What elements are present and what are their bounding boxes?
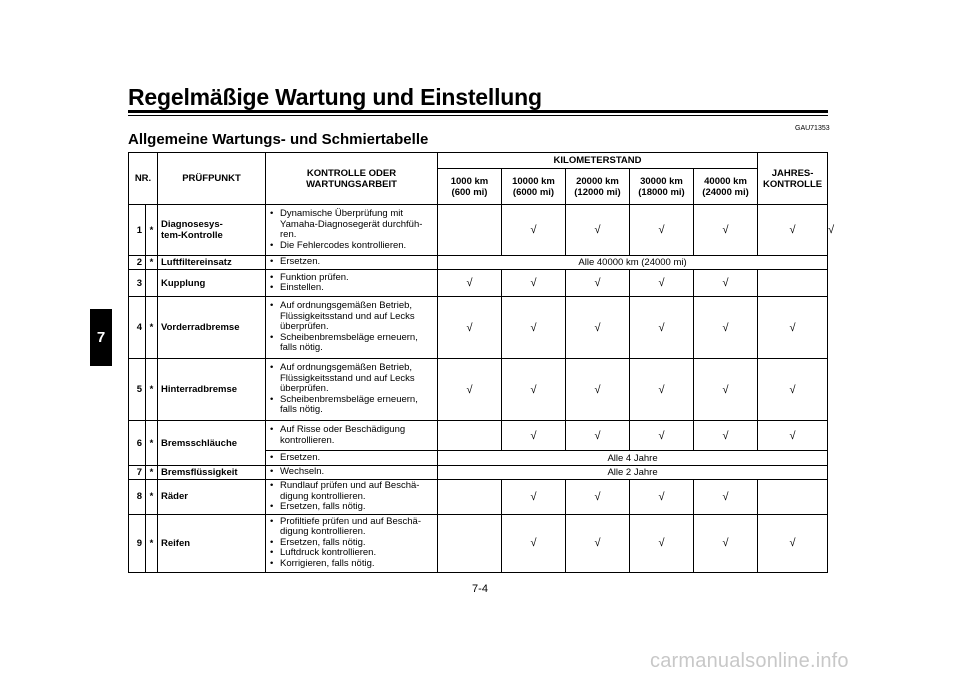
interval-text: Alle 4 Jahre [438,451,828,466]
bullet-item [269,241,434,252]
maintenance-table [128,152,835,573]
check-cell [502,270,566,297]
row-item: Kupplung [158,270,266,297]
check-mark: √ [658,383,665,396]
check-cell [566,205,630,256]
bullet-item [269,333,434,354]
check-mark: √ [722,224,729,236]
check-mark: √ [594,383,601,396]
watermark: carmanualsonline.info [650,650,849,672]
chapter-tab: 7 [90,309,112,366]
check-cell [438,205,502,256]
check-cell [758,297,828,359]
check-mark: √ [722,490,729,503]
bullet-text: Ersetzen, falls nötig. [280,536,366,548]
bullet-item [269,301,434,333]
bullet-item [269,395,434,416]
row-number: 2 [129,256,146,270]
action-cell [266,297,438,359]
check-cell [630,297,694,359]
action-cell [266,466,438,480]
check-cell [566,480,630,515]
check-cell [630,480,694,515]
table-row [129,256,828,270]
bullet-text: Einstellen. [280,282,324,293]
row-number: 6 [129,421,146,466]
header-km-40000: 40000 km (24000 mi) [694,169,758,205]
check-mark: √ [722,321,729,334]
check-mark: √ [789,224,796,236]
row-item: Vorderradbremse [158,297,266,359]
bullet-item [269,363,434,395]
check-cell [630,270,694,297]
bullet-dot: • [270,557,274,569]
check-cell [502,297,566,359]
check-mark: √ [658,429,665,442]
bullet-item [269,209,434,241]
row-number: 8 [129,480,146,515]
check-mark: √ [658,537,665,549]
check-mark: √ [658,321,665,334]
table-row [129,205,828,256]
section-title: Allgemeine Wartungs- und Schmiertabelle [128,131,429,148]
bullet-dot: • [270,239,274,251]
bullet-text: Auf ordnungsgemäßen Betrieb, Flüssigkeitsstand und auf Lecks überprüfen. [280,300,415,333]
check-mark: √ [594,321,601,334]
check-mark: √ [466,321,473,334]
row-item: Bremsschläuche [158,421,266,466]
header-km-20000: 20000 km (12000 mi) [566,169,630,205]
row-item: Hinterradbremse [158,359,266,421]
check-cell [438,514,502,572]
check-cell [566,297,630,359]
check-cell [694,270,758,297]
check-mark: √ [789,321,796,334]
table-row [129,297,828,359]
check-cell [758,270,828,297]
row-item: Diagnosesys- tem-Kontrolle [158,205,266,256]
check-mark: √ [658,224,665,236]
header-km-10000: 10000 km (6000 mi) [502,169,566,205]
check-mark: √ [530,277,537,289]
bullet-item [269,559,434,570]
bullet-item [269,467,434,478]
check-cell [630,205,694,256]
check-cell [438,359,502,421]
bullet-item [269,453,434,464]
check-mark: √ [530,321,537,334]
bullet-dot: • [270,393,274,405]
title-rule-thin [128,115,828,116]
page-number: 7-4 [472,583,488,595]
bullet-dot: • [270,466,274,478]
header-nr: NR. [129,153,158,205]
bullet-text: Ersetzen. [280,451,321,463]
interval-text: Alle 2 Jahre [438,466,828,480]
row-number: 9 [129,514,146,572]
check-mark: √ [594,224,601,236]
action-cell [266,256,438,270]
row-number: 1 [129,205,146,256]
action-cell [266,451,438,466]
check-mark: √ [594,490,601,503]
table-row [129,421,828,451]
check-cell [694,297,758,359]
table-row [129,480,828,515]
check-cell [502,359,566,421]
table-row [129,514,828,572]
bullet-item [269,502,434,513]
check-cell [502,514,566,572]
check-cell [694,480,758,515]
check-mark: √ [658,277,665,289]
check-cell [694,359,758,421]
check-mark: √ [789,537,796,549]
table-row [129,466,828,480]
table-row [129,359,828,421]
check-mark: √ [828,224,835,236]
action-cell [266,480,438,515]
table-body [129,205,835,573]
row-star: * [146,297,158,359]
bullet-dot: • [270,208,274,219]
check-mark: √ [722,383,729,396]
bullet-text: Rundlauf prüfen und auf Beschä- digung kontrollieren. [280,480,420,502]
bullet-text: Scheibenbremsbeläge erneuern, falls nötig. [280,331,418,354]
table-row [129,270,828,297]
bullet-text: Wechseln. [280,466,325,478]
action-cell [266,205,438,256]
row-number: 7 [129,466,146,480]
header-action: KONTROLLE ODER WARTUNGSARBEIT [266,153,438,205]
check-mark: √ [466,383,473,396]
check-cell [630,421,694,451]
row-item: Bremsflüssigkeit [158,466,266,480]
check-cell [630,359,694,421]
row-number: 3 [129,270,146,297]
bullet-dot: • [270,480,274,491]
check-mark: √ [530,537,537,549]
row-number: 4 [129,297,146,359]
bullet-dot: • [270,300,274,312]
check-cell [566,421,630,451]
check-mark: √ [722,277,729,289]
check-mark: √ [658,490,665,503]
page-title: Regelmäßige Wartung und Einstellung [128,84,542,110]
check-cell [566,270,630,297]
row-number: 5 [129,359,146,421]
bullet-dot: • [270,256,274,268]
check-mark: √ [594,537,601,549]
row-star: * [146,205,158,256]
check-cell [758,421,828,451]
bullet-text: Scheibenbremsbeläge erneuern, falls nötig. [280,393,418,416]
doc-code: GAU71353 [795,125,830,132]
action-cell [266,270,438,297]
check-cell [694,514,758,572]
check-cell [438,270,502,297]
check-cell [566,359,630,421]
row-star [146,270,158,297]
bullet-item [269,283,434,294]
bullet-text: Auf ordnungsgemäßen Betrieb, Flüssigkeitsstand und auf Lecks überprüfen. [280,362,415,395]
check-cell [758,480,828,515]
check-mark: √ [530,490,537,503]
header-km-1000: 1000 km (600 mi) [438,169,502,205]
header-odometer: KILOMETERSTAND [438,153,758,169]
bullet-text: Auf Risse oder Beschädigung kontrollieren. [280,424,406,446]
action-cell [266,514,438,572]
check-mark: √ [789,429,796,442]
bullet-item [269,425,434,446]
bullet-text: Die Fehlercodes kontrollieren. [280,239,407,251]
row-star: * [146,421,158,466]
check-cell [502,421,566,451]
check-mark: √ [530,224,537,236]
check-cell [438,421,502,451]
check-cell [566,514,630,572]
bullet-item [269,517,434,538]
check-mark: √ [530,429,537,442]
bullet-text: Korrigieren, falls nötig. [280,557,375,569]
check-cell [630,514,694,572]
bullet-dot: • [270,331,274,343]
bullet-dot: • [270,536,274,548]
row-star: * [146,359,158,421]
check-cell [694,205,758,256]
check-mark: √ [466,277,473,289]
bullet-dot: • [270,362,274,374]
check-mark: √ [530,383,537,396]
action-cell [266,421,438,451]
bullet-text: Profiltiefe prüfen und auf Beschä- digung kontrollieren. [280,515,422,538]
bullet-dot: • [270,515,274,527]
bullet-text: Ersetzen, falls nötig. [280,501,366,512]
interval-text: Alle 40000 km (24000 mi) [438,256,828,270]
check-cell [438,480,502,515]
check-cell [758,359,828,421]
row-item: Luftfiltereinsatz [158,256,266,270]
check-cell [758,514,828,572]
header-km-30000: 30000 km (18000 mi) [630,169,694,205]
header-annual: JAHRES- KONTROLLE [758,153,828,205]
check-mark: √ [722,537,729,549]
action-cell [266,359,438,421]
bullet-dot: • [270,501,274,512]
bullet-text: Ersetzen. [280,256,321,268]
row-star: * [146,514,158,572]
row-item: Reifen [158,514,266,572]
check-cell [438,297,502,359]
bullet-dot: • [270,451,274,463]
title-rule-thick [128,110,828,113]
row-star: * [146,256,158,270]
row-star: * [146,480,158,515]
bullet-text: Funktion prüfen. [280,271,349,283]
header-item: PRÜFPUNKT [158,153,266,205]
row-star: * [146,466,158,480]
bullet-dot: • [270,547,274,559]
check-mark: √ [722,429,729,442]
bullet-dot: • [270,424,274,435]
check-cell [502,480,566,515]
bullet-dot: • [270,282,274,293]
bullet-text: Luftdruck kontrollieren. [280,547,377,559]
check-mark: √ [594,277,601,289]
check-mark: √ [594,429,601,442]
bullet-item [269,481,434,502]
bullet-text: Dynamische Überprüfung mit Yamaha-Diagnosegerät durchfüh- ren. [280,208,423,240]
check-mark: √ [789,383,796,396]
bullet-item [269,257,434,268]
check-cell [758,205,828,256]
check-cell [502,205,566,256]
bullet-dot: • [270,271,274,283]
check-cell [694,421,758,451]
row-item: Räder [158,480,266,515]
